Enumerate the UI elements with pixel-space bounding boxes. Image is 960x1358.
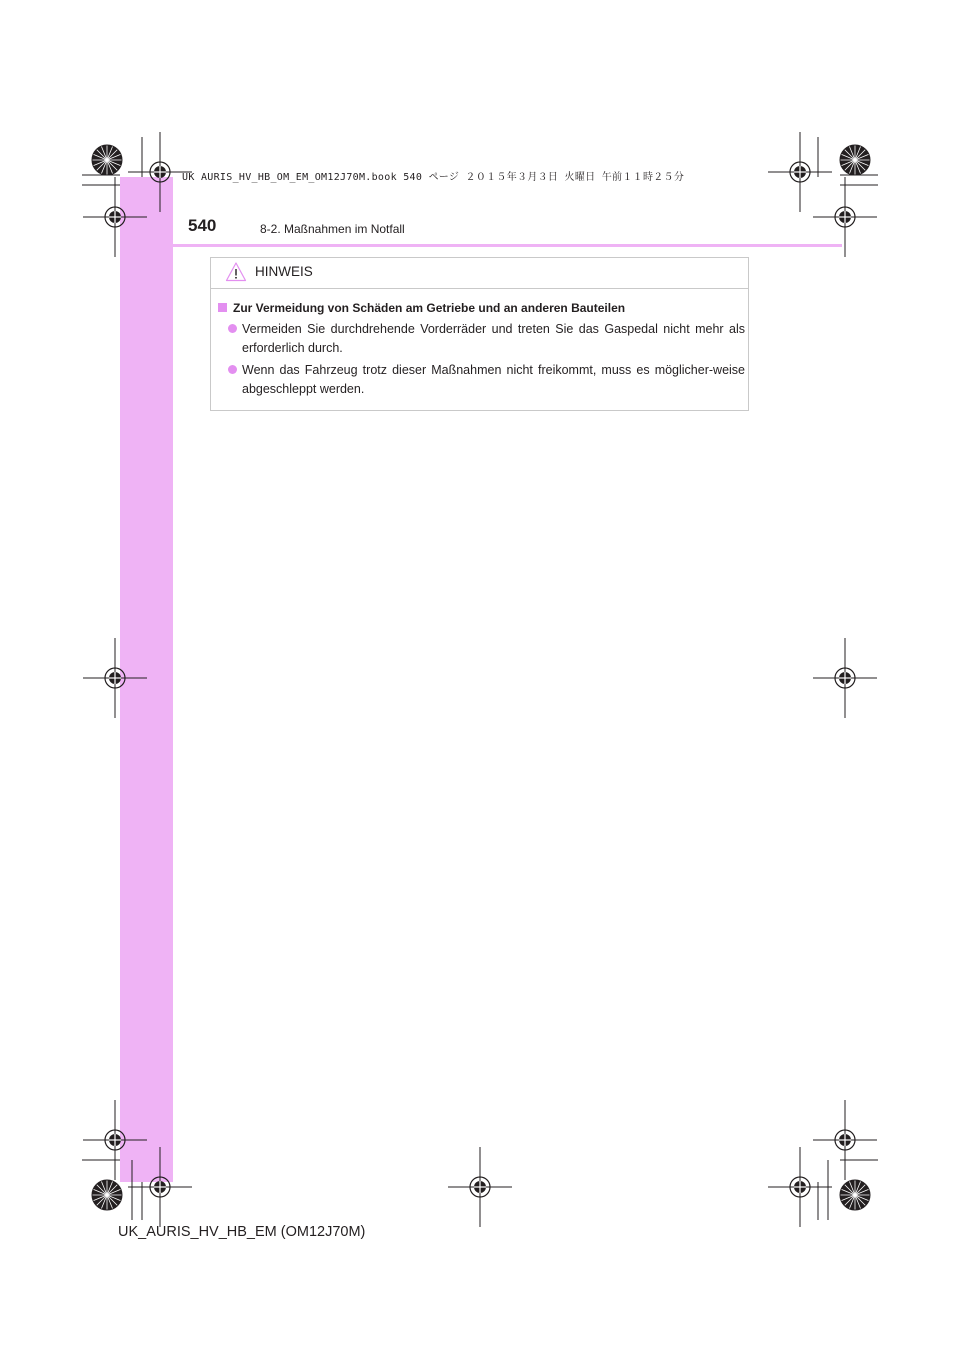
footer-document-code: UK_AURIS_HV_HB_EM (OM12J70M) [118,1224,366,1240]
header-rule [120,244,842,247]
square-bullet-icon [218,303,227,312]
warning-triangle-icon [225,261,247,283]
page-number: 540 [188,216,217,235]
notice-item-text: Wenn das Fahrzeug trotz dieser Maßnahmen nicht freikommt, muss es möglicher-weise abgeschleppt werden. [242,363,745,396]
notice-box [210,257,749,411]
round-bullet-icon [228,365,237,374]
notice-item [228,320,745,357]
notice-heading-text: Zur Vermeidung von Schäden am Getriebe und an anderen Bauteilen [233,301,626,315]
print-header: UK AURIS_HV_HB_OM_EM_OM12J70M.book 540 ページ ２０１５年３月３日 火曜日 午前１１時２５分 [182,172,685,183]
notice-header [211,258,748,289]
notice-heading [218,301,625,315]
round-bullet-icon [228,324,237,333]
notice-item [228,361,745,398]
notice-item-text: Vermeiden Sie durchdrehende Vorderräder und treten Sie das Gaspedal nicht mehr als erforderlich durch. [242,322,745,355]
notice-title: HINWEIS [255,264,313,279]
section-title: 8-2. Maßnahmen im Notfall [260,222,405,236]
